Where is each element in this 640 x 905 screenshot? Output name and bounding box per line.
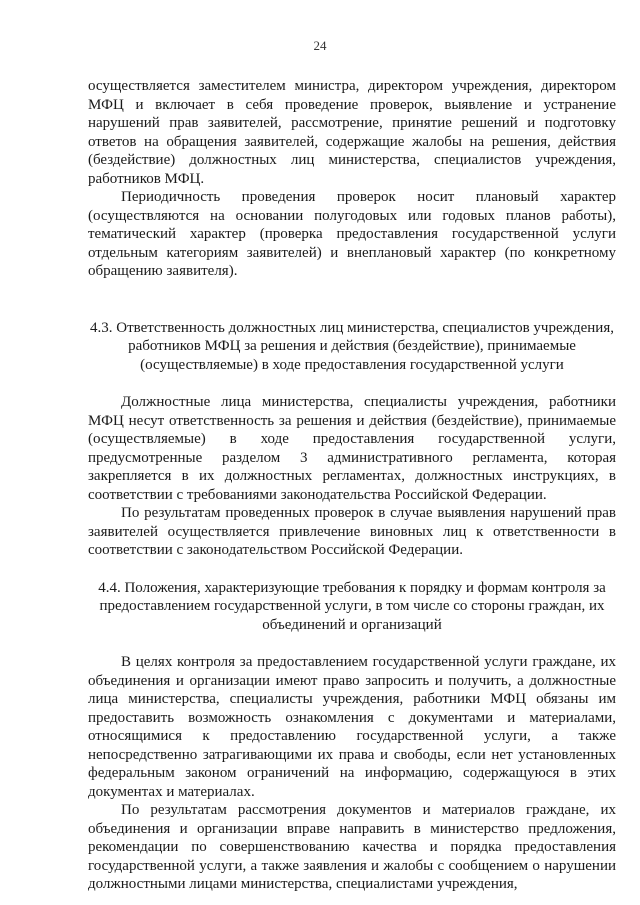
spacer xyxy=(88,634,616,653)
paragraph-continuation: осуществляется заместителем министра, директором учреждения, директором МФЦ и включает в себя проведение проверок, выявление и устранение нарушений прав заявителей, рассмотрение, принятие решений и подготовку ответов на обращения заявителей, содержащие жалобы на решения, действия (бездействие) должностных лиц министерства, специалистов учреждения, работников МФЦ. xyxy=(88,78,616,187)
paragraph-citizen-proposals: По результатам рассмотрения документов и материалов граждане, их объединения и организации вправе направить в министерство предложения, рекомендации по совершенствованию качества и порядка предоставления государственной услуги, а также заявления и жалобы с сообщением о нарушении должностными лицами министерства, специалистами учреждения, xyxy=(88,802,616,892)
section-heading-4-4: 4.4. Положения, характеризующие требования к порядку и формам контроля за предоставлением государственной услуги, в том числе со стороны граждан, их объединений и организаций xyxy=(98,579,606,633)
paragraph-inspection-results: По результатам проведенных проверок в случае выявления нарушений прав заявителей осуществляется привлечение виновных лиц к ответственности в соответствии с законодательством Российской Федерации. xyxy=(88,505,616,558)
page-body xyxy=(88,77,616,894)
paragraph-citizen-control: В целях контроля за предоставлением государственной услуги граждане, их объединения и организации имеют право запросить и получить, а должностные лица министерства, специалисты учреждения, работники МФЦ обязаны им предоставить возможность ознакомления с документами и материалами, относящимися к предоставлению государственной услуги, а также непосредственно затрагивающими их права и свободы, если нет установленных федеральным законом ограничений на информацию, содержащуюся в этих документах и материалах. xyxy=(88,654,616,800)
paragraph-responsibility: Должностные лица министерства, специалисты учреждения, работники МФЦ несут ответственность за решения и действия (бездействие), принимаемые (осуществляемые) в ходе предоставления государственной услуги, предусмотренные разделом 3 административного регламента, которая закрепляется в их должностных регламентах, должностных инструкциях, в соответствии с требованиями законодательства Российской Федерации. xyxy=(88,394,616,503)
spacer xyxy=(88,560,616,579)
spacer xyxy=(88,374,616,393)
spacer xyxy=(88,281,616,319)
page-number: 24 xyxy=(313,38,327,53)
section-heading-4-3: 4.3. Ответственность должностных лиц министерства, специалистов учреждения, работников МФЦ за решения и действия (бездействие), принимаемые (осуществляемые) в ходе предоставления государственной услуги xyxy=(90,319,614,373)
paragraph-inspection-frequency: Периодичность проведения проверок носит плановый характер (осуществляются на основании полугодовых или годовых планов работы), тематический характер (проверка предоставления государственной услуги отдельным категориям заявителей) и внеплановый характер (по конкретному обращению заявителя). xyxy=(88,189,616,279)
